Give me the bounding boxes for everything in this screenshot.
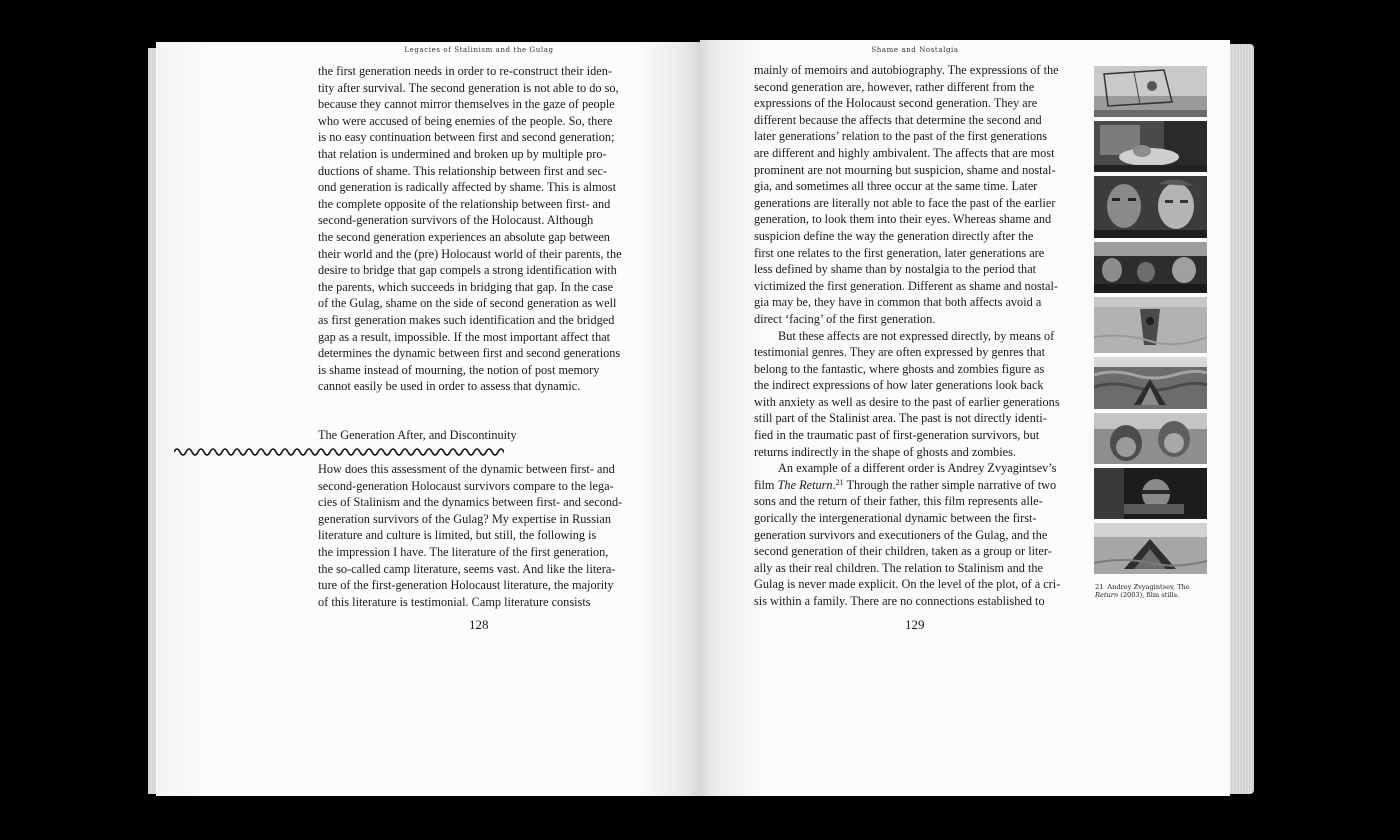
text-line: the indirect expressions of how later generations look back bbox=[754, 378, 1044, 393]
film-still bbox=[1094, 413, 1207, 464]
text-line: later generations’ relation to the past of the first generations bbox=[754, 129, 1048, 144]
text-line: the so-called camp literature, seems vast. And like the litera- bbox=[318, 561, 616, 576]
text-line: the complete opposite of the relationship between first- and bbox=[318, 196, 611, 211]
text-line: victimized the first generation. Different as shame and nostal- bbox=[754, 278, 1059, 293]
film-stills-column bbox=[1094, 66, 1207, 578]
text-line: But these affects are not expressed directly, by means of bbox=[778, 328, 1055, 343]
text-line: gia may be, they have in common that both affects avoid a bbox=[754, 295, 1042, 310]
text-line-with-title bbox=[754, 477, 1060, 494]
text-line: that relation is undermined and broken up by multiple pro- bbox=[318, 146, 607, 161]
text-line: gorically the intergenerational dynamic between the first- bbox=[754, 511, 1037, 526]
text-span: . bbox=[832, 477, 836, 492]
text-line: An example of a different order is Andrey Zvyagintsev’s bbox=[778, 461, 1057, 476]
text-line: cies of Stalinism and the dynamics between first- and second- bbox=[318, 495, 623, 510]
section-subheading: The Generation After, and Discontinuity bbox=[318, 428, 517, 442]
text-line: direct ‘facing’ of the first generation. bbox=[754, 311, 936, 326]
text-line: ond generation is radically affected by shame. This is almost bbox=[318, 180, 617, 195]
text-line: Gulag is never made explicit. On the level of the plot, of a cri- bbox=[754, 577, 1061, 592]
left-paragraph-top bbox=[318, 63, 622, 395]
right-page-number: 129 bbox=[905, 617, 925, 632]
right-column-text bbox=[754, 62, 1060, 610]
text-line: second-generation Holocaust survivors compare to the lega- bbox=[318, 478, 614, 493]
text-line: second-generation survivors of the Holocaust. Although bbox=[318, 213, 594, 228]
text-line: second generation are, however, rather different from the bbox=[754, 79, 1035, 94]
text-line: testimonial genres. They are often expressed by genres that bbox=[754, 345, 1046, 360]
text-line: of this literature is testimonial. Camp literature consists bbox=[318, 594, 591, 609]
text-line: the second generation experiences an absolute gap between bbox=[318, 229, 610, 244]
film-still bbox=[1094, 297, 1207, 353]
text-line: ally as their real children. The relation to Stalinism and the bbox=[754, 560, 1044, 575]
right-running-head: Shame and Nostalgia bbox=[871, 46, 959, 54]
text-line: ductions of shame. This relationship between first and sec- bbox=[318, 163, 608, 178]
text-line: gap as a result, impossible. If the most important affect that bbox=[318, 329, 611, 344]
text-line: their world and the (pre) Holocaust world of their parents, the bbox=[318, 246, 622, 261]
caption-line bbox=[1095, 591, 1215, 599]
caption-line bbox=[1095, 583, 1215, 591]
text-line: expressions of the Holocaust second generation. They are bbox=[754, 96, 1038, 111]
left-running-head: Legacies of Stalinism and the Gulag bbox=[404, 46, 554, 54]
text-line: desire to bridge that gap compels a strong identification with bbox=[318, 263, 617, 278]
text-line: generation survivors and executioners of the Gulag, and the bbox=[754, 527, 1048, 542]
text-line: is no easy continuation between first and second generation; bbox=[318, 130, 615, 145]
film-still bbox=[1094, 357, 1207, 409]
film-still bbox=[1094, 176, 1207, 238]
text-line: of the Gulag, shame on the side of second generation as well bbox=[318, 296, 617, 311]
text-line: are different and highly ambivalent. The affects that are most bbox=[754, 145, 1055, 160]
text-line: the parents, which succeeds in bridging that gap. In the case bbox=[318, 279, 614, 294]
film-still bbox=[1094, 242, 1207, 293]
text-line: mainly of memoirs and autobiography. The expressions of the bbox=[754, 63, 1059, 77]
text-line: sons and the return of their father, this film represents alle- bbox=[754, 494, 1043, 509]
text-span: Through the rather simple narrative of two bbox=[843, 477, 1057, 492]
left-paragraph-bottom bbox=[318, 461, 622, 610]
film-still bbox=[1094, 66, 1207, 117]
text-line: ture of the first-generation Holocaust literature, the majority bbox=[318, 578, 614, 593]
text-line: sis within a family. There are no connections established to bbox=[754, 594, 1045, 608]
text-line: with anxiety as well as desire to the past of earlier generations bbox=[754, 394, 1060, 409]
text-line: returns indirectly in the shape of ghosts and zombies. bbox=[754, 444, 1016, 459]
text-line: generation, to look them into their eyes. Whereas shame and bbox=[754, 212, 1052, 227]
text-line: first one relates to the first generation, later generations are bbox=[754, 245, 1045, 260]
footnote-reference[interactable]: 21 bbox=[835, 477, 844, 487]
film-still bbox=[1094, 121, 1207, 172]
text-line: as first generation makes such identification and the bridged bbox=[318, 312, 615, 327]
text-line: generations are literally not able to face the past of the earlier bbox=[754, 195, 1056, 210]
text-line: gia, and sometimes all three occur at the same time. Later bbox=[754, 179, 1038, 194]
text-line: is shame instead of mourning, the notion of post memory bbox=[318, 362, 600, 377]
figure-caption bbox=[1095, 583, 1215, 599]
caption-film-title: Return bbox=[1095, 591, 1119, 599]
text-line: belong to the fantastic, where ghosts and zombies figure as bbox=[754, 361, 1045, 376]
text-line: suspicion define the way the generation directly after the bbox=[754, 228, 1034, 243]
text-line: still part of the Stalinist area. The past is not directly identi- bbox=[754, 411, 1047, 426]
text-line: different because the affects that determine the second and bbox=[754, 112, 1042, 127]
text-line: generation survivors of the Gulag? My expertise in Russian bbox=[318, 511, 612, 526]
text-line: fied in the traumatic past of first-generation survivors, but bbox=[754, 428, 1040, 443]
right-page-edges bbox=[1228, 44, 1254, 794]
text-line: who were accused of being enemies of the people. So, there bbox=[318, 113, 613, 128]
caption-number: 21 bbox=[1095, 583, 1104, 591]
film-title: The Return bbox=[777, 477, 833, 492]
left-page-number: 128 bbox=[469, 617, 489, 632]
text-line: the first generation needs in order to re-construct their iden- bbox=[318, 64, 612, 78]
text-span: film bbox=[754, 477, 778, 492]
text-line: the impression I have. The literature of the first generation, bbox=[318, 544, 609, 559]
text-line: prominent are not mourning but suspicion, shame and nostal- bbox=[754, 162, 1056, 177]
text-line: determines the dynamic between first and second generations bbox=[318, 346, 621, 361]
text-line: cannot easily be used in order to assess that dynamic. bbox=[318, 379, 581, 394]
text-line: less defined by shame than by nostalgia to the period that bbox=[754, 262, 1037, 277]
text-line: tity after survival. The second generation is not able to do so, bbox=[318, 80, 619, 95]
caption-text: (2003), film stills. bbox=[1118, 591, 1180, 599]
text-line: literature and culture is limited, but still, the following is bbox=[318, 528, 597, 543]
text-line: How does this assessment of the dynamic between first- and bbox=[318, 462, 615, 476]
film-still bbox=[1094, 468, 1207, 519]
caption-text: Andrey Zvyagintsev, The bbox=[1107, 583, 1190, 591]
text-line: second generation of their children, taken as a group or liter- bbox=[754, 544, 1052, 559]
film-still bbox=[1094, 523, 1207, 574]
text-line: because they cannot mirror themselves in the gaze of people bbox=[318, 97, 615, 112]
wavy-rule bbox=[174, 445, 504, 459]
